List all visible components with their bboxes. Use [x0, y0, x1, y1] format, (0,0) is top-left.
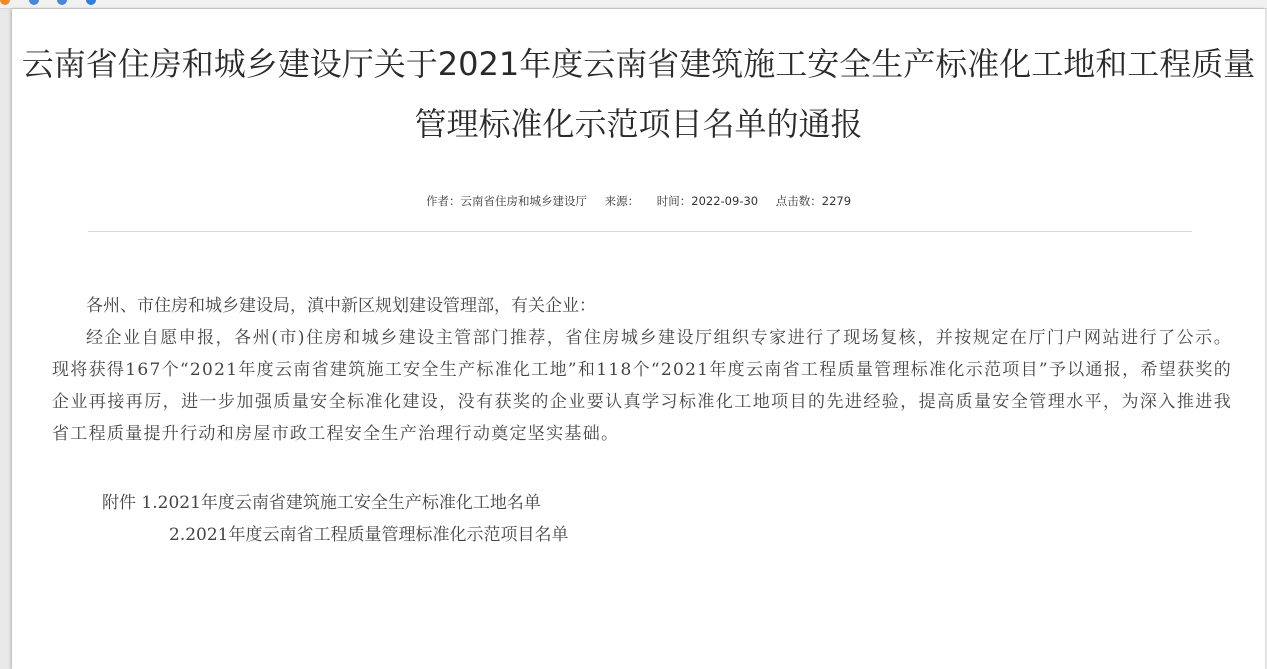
- meta-source: 来源：: [604, 194, 640, 208]
- bookmark-item[interactable]: [57, 0, 70, 5]
- bookmark-icon: [29, 0, 39, 5]
- article-page: [12, 9, 1265, 669]
- attachment-item[interactable]: 附件 1.2021年度云南省建筑施工安全生产标准化工地名单: [102, 493, 541, 513]
- article-title: 云南省住房和城乡建设厅关于2021年度云南省建筑施工安全生产标准化工地和工程质量管理标准化示范项目名单的通报: [21, 45, 1256, 143]
- meta-author: 作者：云南省住房和城乡建设厅: [425, 194, 587, 208]
- salutation: 各州、市住房和城乡建设局，滇中新区规划建设管理部，有关企业：: [86, 296, 596, 316]
- body-paragraph: 经企业自愿申报，各州(市)住房和城乡建设主管部门推荐，省住房城乡建设厅组织专家进行了现场复核，并按规定在厅门户网站进行了公示。现将获得167个“2021年度云南省建筑施工安全生产标准化工地”和118个“2021年度云南省工程质量管理标准化示范项目”予以通报，希望获奖的企业再接再厉，进一步加强质量安全标准化建设，没有获奖的企业要认真学习标准化工地项目的先进经验，提高质量安全管理水平，为深入推进我省工程质量提升行动和房屋市政工程安全生产治理行动奠定坚实基础。: [52, 328, 1232, 444]
- bookmark-icon: [57, 0, 67, 5]
- meta-hits: 点击数：2279: [775, 194, 852, 208]
- bookmark-icon: [86, 0, 96, 5]
- bookmarks-bar: [0, 0, 1267, 9]
- divider: [88, 231, 1192, 232]
- bookmark-item[interactable]: [29, 0, 42, 5]
- bookmark-item[interactable]: [86, 0, 99, 5]
- article-meta: [12, 193, 1265, 209]
- attachment-item[interactable]: 2.2021年度云南省工程质量管理标准化示范项目名单: [169, 525, 569, 545]
- attachments: [52, 487, 1232, 551]
- meta-time: 时间：2022-09-30: [656, 194, 759, 208]
- bookmark-item[interactable]: [0, 0, 13, 5]
- article-content: [52, 290, 1232, 551]
- bookmark-icon: [0, 0, 10, 5]
